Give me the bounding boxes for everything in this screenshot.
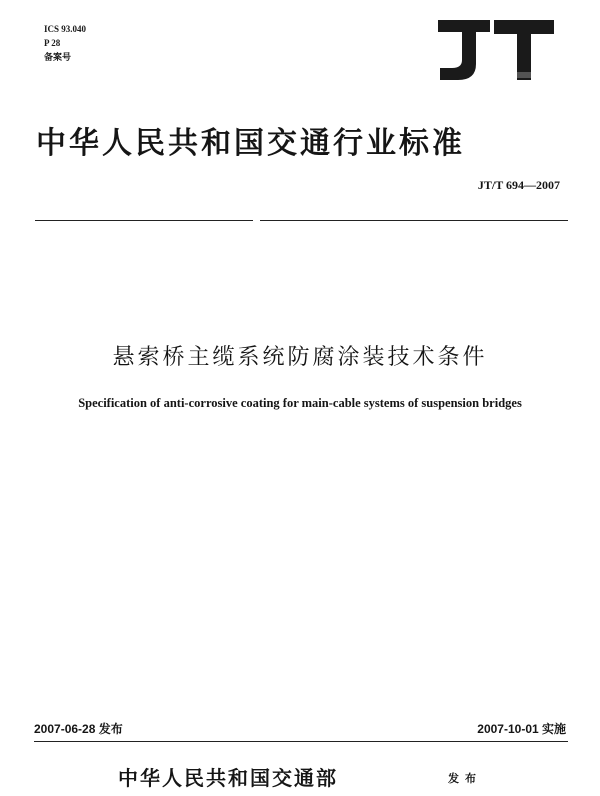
issuing-authority: 中华人民共和国交通部 [118,766,338,790]
document-title-english: Specification of anti-corrosive coating for main-cable systems of suspension bridges [78,396,522,410]
classification-block [44,22,86,64]
ics-code: ICS 93.040 [44,24,87,34]
issue-date: 2007-06-28 发布 [34,722,123,736]
category-code: P 28 [44,38,61,48]
filing-number: 备案号 [44,52,72,62]
standard-category-title: 中华人民共和国交通行业标准 [36,126,465,161]
jt-logo-letter-t [494,20,554,80]
implementation-date: 2007-10-01 实施 [477,722,566,736]
header-divider-left [35,220,253,221]
standard-number: JT/T 694—2007 [477,178,560,192]
issuing-authority-suffix: 发布 [448,772,482,785]
jt-logo [432,16,556,84]
header-divider-right [260,220,568,221]
jt-logo-letter-j [438,20,490,80]
footer-divider [34,741,568,742]
document-title-chinese: 悬索桥主缆系统防腐涂装技术条件 [112,345,488,370]
